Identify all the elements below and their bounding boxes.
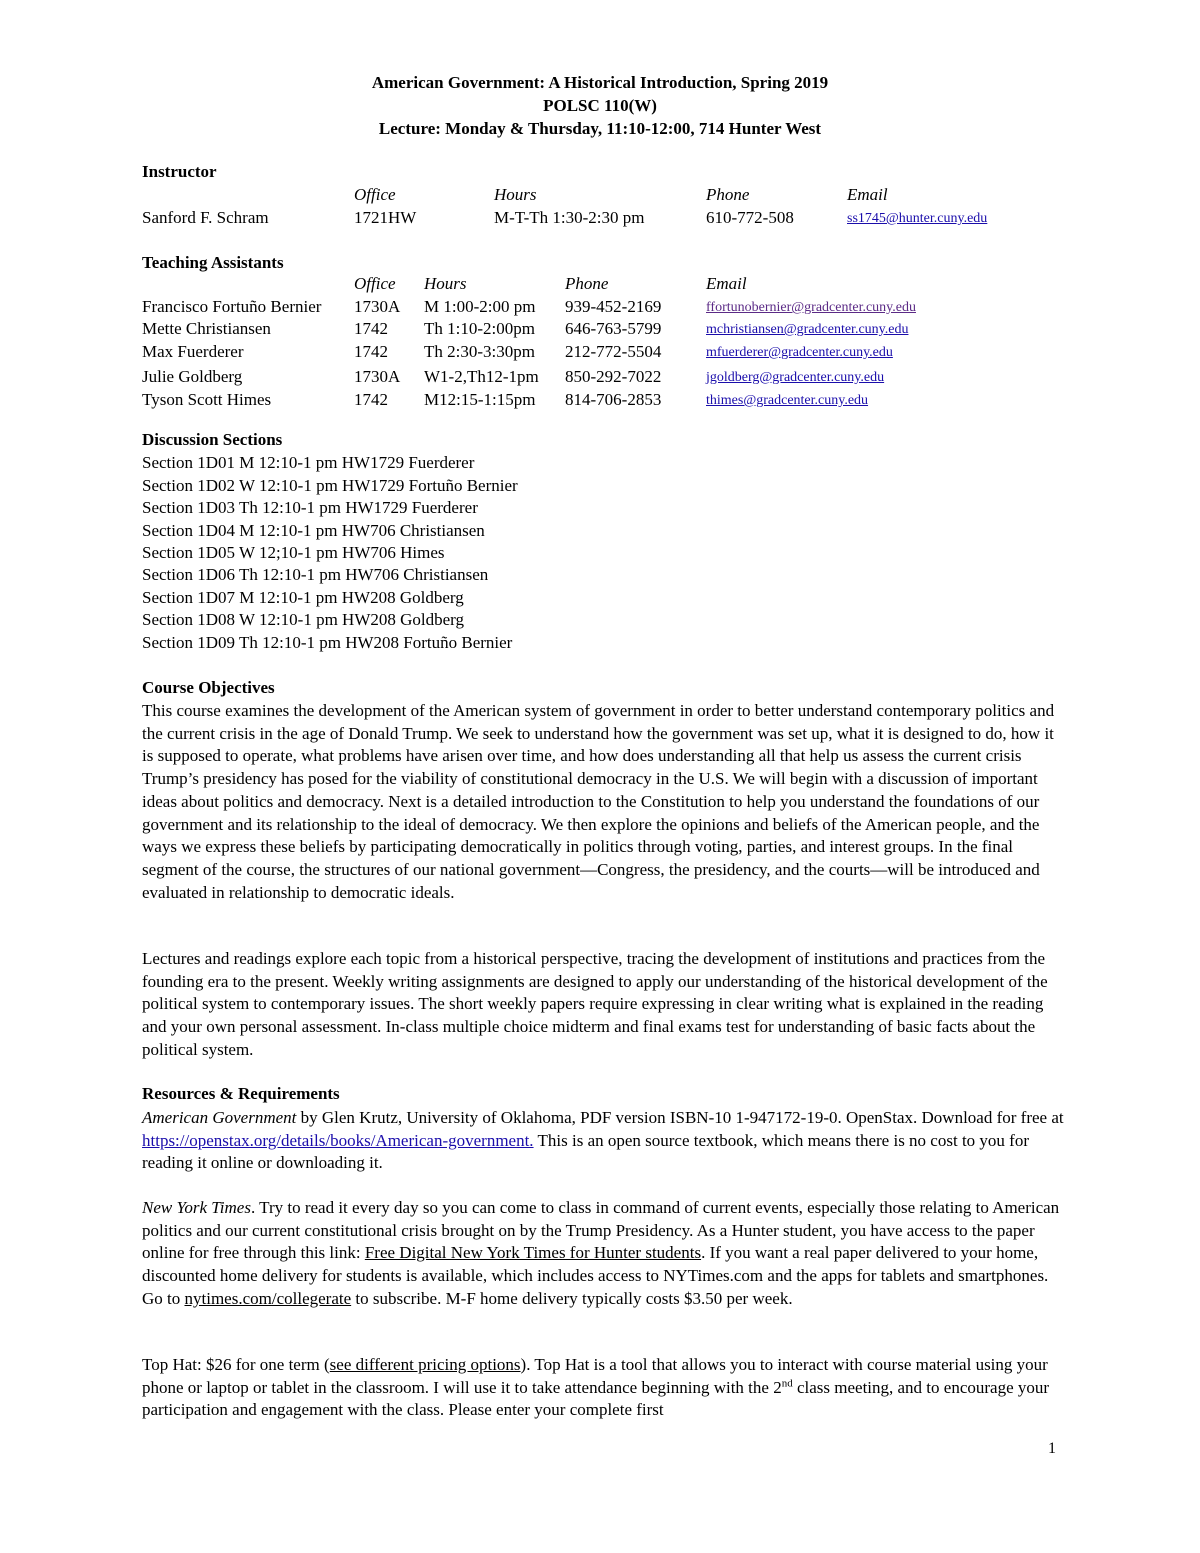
ta-name: Max Fuerderer (142, 342, 244, 361)
ta-name: Tyson Scott Himes (142, 390, 272, 409)
ta-col-hours: Hours (424, 274, 467, 293)
course-title: American Government: A Historical Introduction, Spring 2019 (371, 73, 829, 92)
ta-col-office: Office (354, 274, 396, 293)
nyt-text-2: . If you want a real paper delivered to your home, discounted home delivery for students is available, which includes access to NYTimes.com and the apps for tablets and smartphones. Go to (142, 1243, 1049, 1308)
ta-col-phone: Phone (565, 274, 609, 293)
instructor-col-email: Email (847, 185, 888, 204)
list-item: Section 1D05 W 12;10-1 pm HW706 Himes (142, 543, 445, 562)
instructor-phone: 610-772-508 (706, 208, 794, 227)
tophat-text-1: Top Hat: $26 for one term ( (142, 1355, 330, 1374)
course-code: POLSC 110(W) (543, 96, 657, 115)
list-item: Section 1D03 Th 12:10-1 pm HW1729 Fuerderer (142, 498, 478, 517)
ta-hours: M 1:00-2:00 pm (424, 297, 536, 316)
nyt-paragraph (142, 1197, 1067, 1311)
ta-email-link[interactable]: jgoldberg@gradcenter.cuny.edu (706, 370, 885, 385)
ta-email-link[interactable]: thimes@gradcenter.cuny.edu (706, 393, 869, 408)
ta-name: Francisco Fortuño Bernier (142, 297, 322, 316)
instructor-hours: M-T-Th 1:30-2:30 pm (494, 208, 645, 227)
ta-hours: Th 2:30-3:30pm (424, 342, 535, 361)
ta-office: 1730A (354, 297, 401, 316)
ta-phone: 212-772-5504 (565, 342, 662, 361)
textbook-text: by Glen Krutz, University of Oklahoma, PDF version ISBN-10 1-947172-19-0. OpenStax. Download for free at (296, 1108, 1064, 1127)
instructor-name: Sanford F. Schram (142, 208, 269, 227)
textbook-paragraph (142, 1107, 1067, 1175)
instructor-col-office: Office (354, 185, 396, 204)
lecture-info: Lecture: Monday & Thursday, 11:10-12:00, 714 Hunter West (378, 119, 822, 138)
openstax-link[interactable]: https://openstax.org/details/books/American-government. (142, 1130, 534, 1150)
page-number: 1 (1048, 1440, 1056, 1457)
list-item: Section 1D06 Th 12:10-1 pm HW706 Christiansen (142, 565, 489, 584)
ta-office: 1742 (354, 319, 388, 338)
resources-heading: Resources & Requirements (142, 1084, 340, 1103)
ta-email-link[interactable]: ffortunobernier@gradcenter.cuny.edu (706, 300, 916, 315)
ta-col-email: Email (706, 274, 747, 293)
ta-hours: Th 1:10-2:00pm (424, 319, 535, 338)
tophat-pricing-link[interactable]: see different pricing options (329, 1355, 521, 1374)
tophat-paragraph (142, 1354, 1067, 1422)
nyt-hunter-link[interactable]: Free Digital New York Times for Hunter students (364, 1243, 702, 1263)
ta-office: 1742 (354, 390, 388, 409)
list-item: Section 1D08 W 12:10-1 pm HW208 Goldberg (142, 610, 465, 629)
ta-phone: 850-292-7022 (565, 367, 662, 386)
ta-office: 1730A (354, 367, 401, 386)
ta-email-link[interactable]: mfuerderer@gradcenter.cuny.edu (706, 345, 893, 360)
tophat-superscript: nd (781, 1377, 793, 1390)
ta-email-link[interactable]: mchristiansen@gradcenter.cuny.edu (706, 322, 909, 337)
instructor-office: 1721HW (354, 208, 417, 227)
discussion-heading: Discussion Sections (142, 430, 283, 449)
list-item: Section 1D07 M 12:10-1 pm HW208 Goldberg (142, 588, 464, 607)
textbook-title: American Government (142, 1108, 297, 1127)
ta-hours: M12:15-1:15pm (424, 390, 536, 409)
objectives-heading: Course Objectives (142, 678, 275, 697)
instructor-heading: Instructor (142, 162, 217, 181)
tophat-text-3: class meeting, and to encourage your participation and engagement with the class. Please enter your complete first (142, 1377, 1050, 1420)
list-item: Section 1D02 W 12:10-1 pm HW1729 Fortuño Bernier (142, 476, 518, 495)
objectives-paragraph-2: Lectures and readings explore each topic from a historical perspective, tracing the development of institutions and practices from the founding era to the present. Weekly writing assignments are designed to apply our understanding of the historical development of the political system to contemporary issues. The short weekly papers require expressing in clear writing what is explained in the reading and your own personal assessment. In-class multiple choice midterm and final exams test for understanding of basic facts about the political system. (142, 949, 1048, 1059)
ta-phone: 814-706-2853 (565, 390, 662, 409)
tophat-text-2: ). Top Hat is a tool that allows you to interact with course material using your phone or laptop or tablet in the classroom. I will use it to take attendance beginning with the 2 (142, 1355, 1048, 1397)
ta-heading: Teaching Assistants (142, 253, 284, 272)
ta-name: Mette Christiansen (142, 319, 271, 338)
list-item: Section 1D04 M 12:10-1 pm HW706 Christiansen (142, 521, 485, 540)
ta-hours: W1-2,Th12-1pm (424, 367, 539, 386)
ta-office: 1742 (354, 342, 388, 361)
list-item: Section 1D09 Th 12:10-1 pm HW208 Fortuño Bernier (142, 633, 513, 652)
ta-name: Julie Goldberg (142, 367, 243, 386)
instructor-col-phone: Phone (706, 185, 750, 204)
instructor-email-link[interactable]: ss1745@hunter.cuny.edu (847, 211, 988, 226)
ta-phone: 646-763-5799 (565, 319, 662, 338)
ta-phone: 939-452-2169 (565, 297, 662, 316)
list-item: Section 1D01 M 12:10-1 pm HW1729 Fuerderer (142, 453, 475, 472)
nyt-text-3: to subscribe. M-F home delivery typically costs $3.50 per week. (351, 1288, 793, 1308)
nyt-text-1: . Try to read it every day so you can come to class in command of current events, especially those relating to American politics and our current constitutional crisis brought on by the Trump Presidency. As a Hunter student, you have access to the paper online for free through this link: (142, 1198, 1060, 1263)
instructor-col-hours: Hours (494, 185, 537, 204)
nyt-title: New York Times (142, 1198, 251, 1217)
nyt-collegerate-link[interactable]: nytimes.com/collegerate (184, 1288, 352, 1308)
objectives-paragraph-1: This course examines the development of the American system of government in order to better understand contemporary politics and the current crisis in the age of Donald Trump. We seek to understand how the government was set up, what it is designed to do, how it is supposed to operate, what problems have arisen over time, and how does understanding all that help us assess the current crisis Trump’s presidency has posed for the viability of constitutional democracy in the U.S. We will begin with a discussion of important ideas about politics and democracy. Next is a detailed introduction to the Constitution to help you understand the foundations of our government and its relationship to the ideal of democracy. We then explore the opinions and beliefs of the American people, and the ways we express these beliefs by participating democratically in politics through voting, parties, and interest groups. In the final segment of the course, the structures of our national government—Congress, the presidency, and the courts—will be introduced and evaluated in relationship to democratic ideals. (142, 701, 1055, 902)
textbook-text-after-link: This is an open source textbook, which means there is no cost to you for reading it online or downloading it. (142, 1130, 1029, 1173)
